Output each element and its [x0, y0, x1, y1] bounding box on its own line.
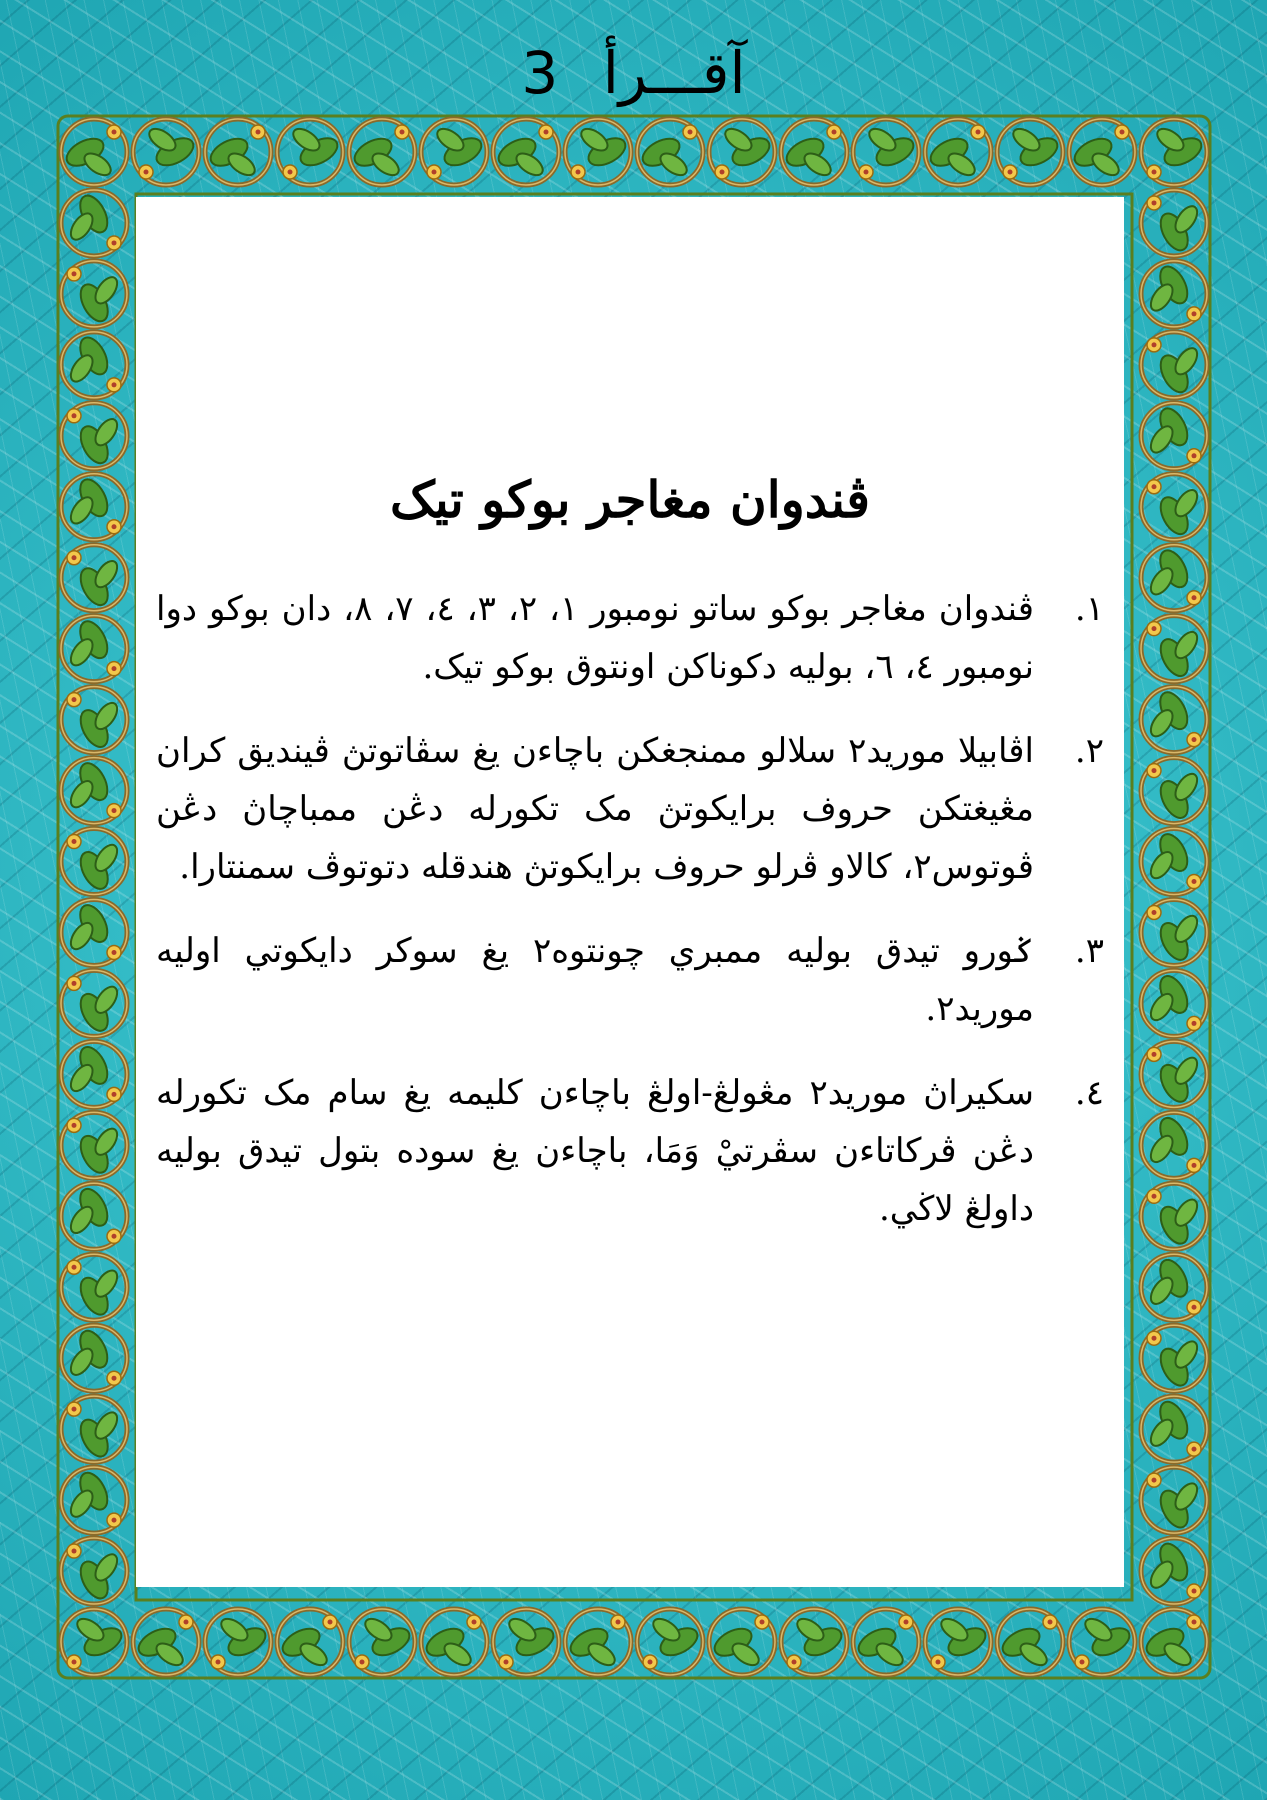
vine-motif [925, 119, 991, 185]
vine-motif [493, 119, 559, 185]
flower-center [544, 130, 549, 135]
vine-motif [61, 1609, 127, 1675]
vine-motif [781, 1609, 847, 1675]
list-item [156, 722, 1104, 896]
flower-center [1152, 342, 1157, 347]
vine-motif [853, 1609, 919, 1675]
vine-motif [1141, 616, 1207, 682]
vine-motif [1141, 332, 1207, 398]
flower-center [1192, 1447, 1197, 1452]
flower-center [1048, 1620, 1053, 1625]
flower-center [1192, 1589, 1197, 1594]
vine-motif [61, 1396, 127, 1462]
vine-motif [61, 119, 127, 185]
flower-center [432, 170, 437, 175]
flower-center [976, 130, 981, 135]
vine-motif [61, 1112, 127, 1178]
vine-motif [565, 119, 631, 185]
flower-center [1152, 1052, 1157, 1057]
flower-center [360, 1660, 365, 1665]
flower-center [1192, 453, 1197, 458]
vine-motif [1141, 758, 1207, 824]
flower-center [72, 1407, 77, 1412]
vine-motif [61, 545, 127, 611]
vine-motif [997, 119, 1063, 185]
flower-center [760, 1620, 765, 1625]
flower-center [400, 130, 405, 135]
vine-motif [61, 616, 127, 682]
flower-center [112, 524, 117, 529]
vine-motif [61, 1467, 127, 1533]
vine-motif [61, 1254, 127, 1320]
vine-motif [1141, 899, 1207, 965]
item-number: ٣. [1074, 931, 1104, 971]
flower-center [1152, 200, 1157, 205]
vine-motif [61, 1325, 127, 1391]
flower-center [472, 1620, 477, 1625]
flower-center [1152, 170, 1157, 175]
vine-motif [1141, 545, 1207, 611]
flower-center [792, 1660, 797, 1665]
item-number: ٢. [1074, 731, 1104, 771]
flower-center [1120, 130, 1125, 135]
flower-center [504, 1660, 509, 1665]
flower-center [1152, 1478, 1157, 1483]
flower-center [936, 1660, 941, 1665]
flower-center [112, 240, 117, 245]
vine-motif [277, 119, 343, 185]
vine-motif [709, 1609, 775, 1675]
flower-center [720, 170, 725, 175]
item-number: ١. [1074, 589, 1104, 629]
vine-motif [349, 1609, 415, 1675]
vine-motif [61, 970, 127, 1036]
vine-motif [925, 1609, 991, 1675]
vine-motif [205, 119, 271, 185]
vine-motif [349, 119, 415, 185]
vine-motif [277, 1609, 343, 1675]
flower-center [112, 130, 117, 135]
flower-center [328, 1620, 333, 1625]
flower-center [1080, 1660, 1085, 1665]
flower-center [112, 666, 117, 671]
flower-center [616, 1620, 621, 1625]
list-item [156, 580, 1104, 696]
vine-motif [1141, 119, 1207, 185]
flower-center [1192, 879, 1197, 884]
vine-motif [1141, 261, 1207, 327]
vine-motif [997, 1609, 1063, 1675]
flower-center [1152, 1336, 1157, 1341]
vine-motif [1141, 970, 1207, 1036]
vine-motif [61, 474, 127, 540]
item-text: سكيراڽ موريد٢ مڠولڠ-اولڠ باچاءن كليمه يغ سام مک تكورله دڠن ڤركاتاءن سڤرتيْ وَمَا، باچاءن يغ سوده بتول تيدق بوليه داولڠ لاڬي. [156, 1073, 1035, 1229]
vine-motif [1141, 1467, 1207, 1533]
vine-motif [1141, 1538, 1207, 1604]
item-text: ݢورو تيدق بوليه ممبري چونتوه٢ يغ سوكر دايكوتي اوليه موريد٢. [156, 931, 1034, 1029]
vine-motif [565, 1609, 631, 1675]
flower-center [1192, 737, 1197, 742]
vine-motif [61, 1538, 127, 1604]
vine-motif [853, 119, 919, 185]
flower-center [216, 1660, 221, 1665]
flower-center [904, 1620, 909, 1625]
page-header [0, 38, 1267, 108]
vine-motif [709, 119, 775, 185]
vine-motif [1141, 1396, 1207, 1462]
vine-motif [1141, 190, 1207, 256]
vine-motif [61, 1183, 127, 1249]
vine-motif [61, 190, 127, 256]
book-title: آقـــرأ [602, 39, 746, 107]
vine-motif [1141, 1325, 1207, 1391]
flower-center [112, 1234, 117, 1239]
flower-center [688, 130, 693, 135]
flower-center [1192, 311, 1197, 316]
flower-center [576, 170, 581, 175]
flower-center [1152, 910, 1157, 915]
flower-center [1152, 1194, 1157, 1199]
vine-motif [781, 119, 847, 185]
flower-center [72, 1660, 77, 1665]
vine-motif [61, 899, 127, 965]
vine-motif [133, 1609, 199, 1675]
flower-center [288, 170, 293, 175]
vine-motif [61, 687, 127, 753]
flower-center [184, 1620, 189, 1625]
vine-motif [61, 829, 127, 895]
vine-motif [1069, 1609, 1135, 1675]
item-text: ڤندوان مغاجر بوكو ساتو نومبور ١، ٢، ٣، ٤، ٧، ٨، دان بوكو دوا نومبور ٤، ٦، بوليه دكوناكن اونتوق بوكو تيک. [156, 589, 1034, 687]
flower-center [72, 1265, 77, 1270]
vine-motif [61, 332, 127, 398]
vine-motif [61, 261, 127, 327]
vine-motif [61, 403, 127, 469]
flower-center [112, 950, 117, 955]
page-number: 3 [521, 39, 559, 107]
flower-center [112, 1376, 117, 1381]
flower-center [1152, 626, 1157, 631]
flower-center [864, 170, 869, 175]
vine-motif [1141, 687, 1207, 753]
vine-motif [1141, 1609, 1207, 1675]
flower-center [1008, 170, 1013, 175]
flower-center [72, 413, 77, 418]
vine-motif [1141, 1254, 1207, 1320]
flower-center [832, 130, 837, 135]
flower-center [256, 130, 261, 135]
flower-center [72, 1549, 77, 1554]
list-item [156, 1064, 1104, 1238]
vine-motif [61, 1041, 127, 1107]
flower-center [1152, 484, 1157, 489]
flower-center [1192, 1163, 1197, 1168]
vine-motif [1141, 829, 1207, 895]
flower-center [112, 1092, 117, 1097]
flower-center [112, 808, 117, 813]
page-title: ڤندوان مغاجر بوكو تيک [390, 470, 870, 529]
flower-center [1192, 1305, 1197, 1310]
flower-center [144, 170, 149, 175]
vine-motif [637, 119, 703, 185]
item-text: اڤابيلا موريد٢ سلالو ممنجغكن باچاءن يغ سڤاتوتڽ ڤينديق كران مڠيغتكن حروف برايكوتڽ مک تكورله دڠن ممباچاڽ دڠن ڤوتوس٢، كالاو ڤرلو حروف برايكوتڽ هندقله دتوتوڤ سمنتارا. [156, 731, 1034, 887]
flower-center [1192, 1620, 1197, 1625]
flower-center [112, 382, 117, 387]
vine-motif [1141, 1041, 1207, 1107]
flower-center [72, 839, 77, 844]
vine-motif [133, 119, 199, 185]
vine-motif [1141, 1183, 1207, 1249]
instruction-list [156, 580, 1104, 1264]
vine-motif [1141, 1112, 1207, 1178]
vine-motif [205, 1609, 271, 1675]
vine-motif [493, 1609, 559, 1675]
vine-motif [421, 1609, 487, 1675]
flower-center [72, 271, 77, 276]
flower-center [72, 555, 77, 560]
flower-center [72, 981, 77, 986]
vine-motif [421, 119, 487, 185]
flower-center [1152, 768, 1157, 773]
flower-center [72, 697, 77, 702]
flower-center [72, 1123, 77, 1128]
vine-motif [1141, 403, 1207, 469]
vine-motif [61, 758, 127, 824]
flower-center [1192, 595, 1197, 600]
vine-motif [1069, 119, 1135, 185]
vine-motif [637, 1609, 703, 1675]
flower-center [112, 1518, 117, 1523]
flower-center [648, 1660, 653, 1665]
list-item [156, 922, 1104, 1038]
item-number: ٤. [1074, 1073, 1104, 1113]
vine-motif [1141, 474, 1207, 540]
flower-center [1192, 1021, 1197, 1026]
